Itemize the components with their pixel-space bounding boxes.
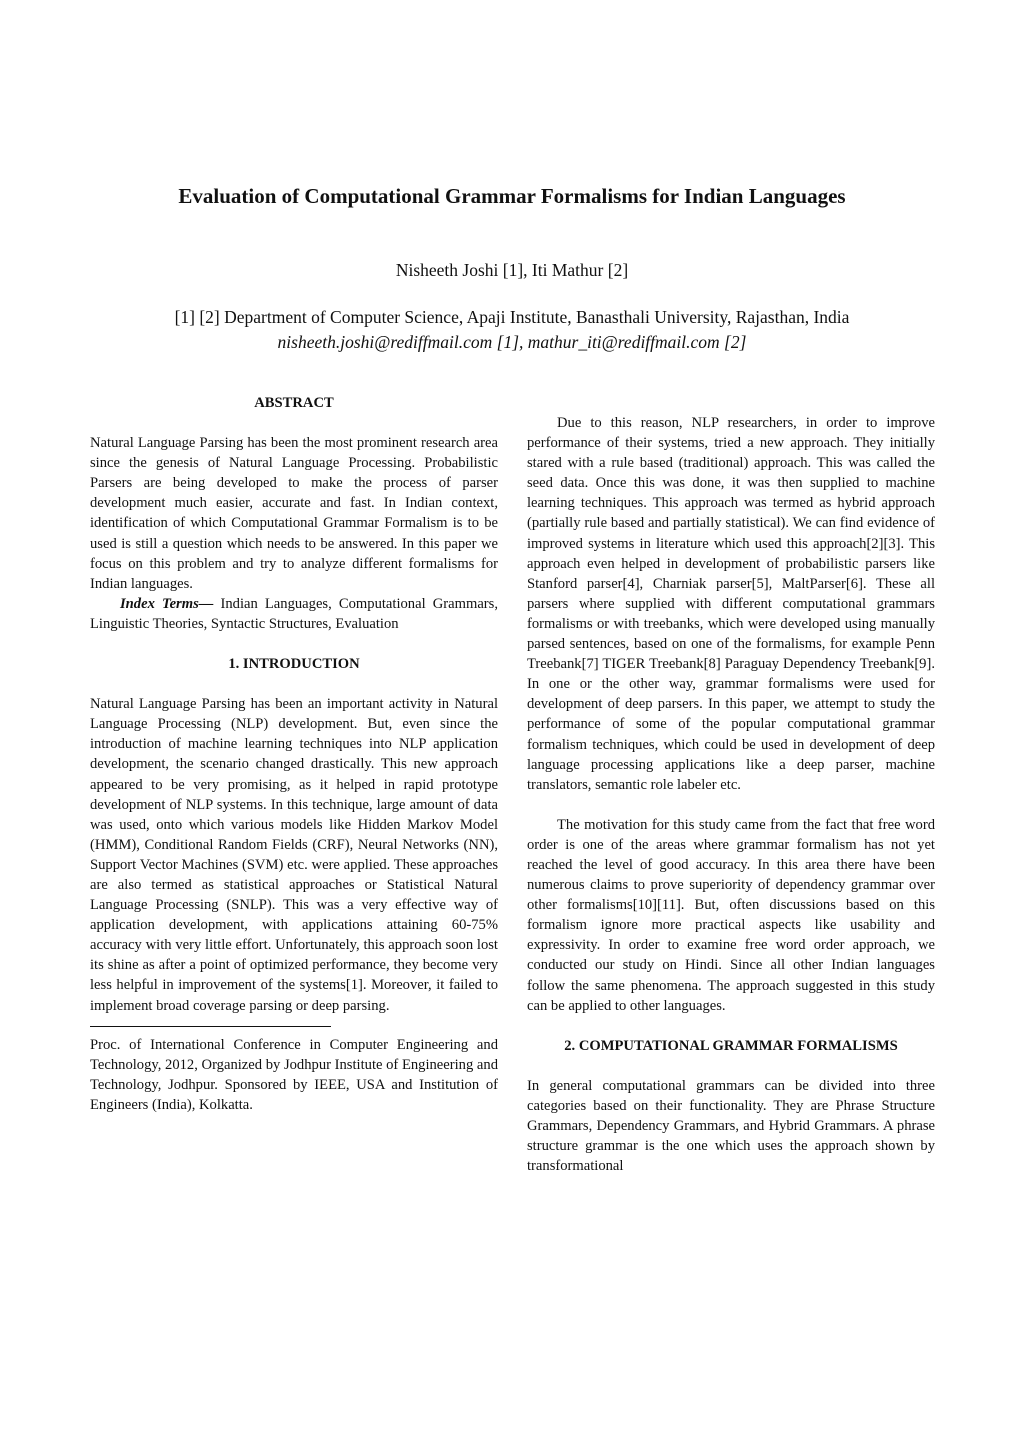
- affiliation: [1] [2] Department of Computer Science, Apaji Institute, Banasthali University, Rajasthan, India: [174, 307, 850, 327]
- index-terms-list: Indian Languages, Computational Grammars, Linguistic Theories, Syntactic Structures, Evaluation: [90, 595, 498, 632]
- author-list: Nisheeth Joshi [1], Iti Mathur [2]: [395, 260, 629, 280]
- abstract-heading: ABSTRACT: [254, 395, 334, 411]
- introduction-paragraph-1: Natural Language Parsing has been an important activity in Natural Language Processing (NLP) development. But, even since the introduction of machine learning techniques into NLP application development, the scenario changed drastically. This new approach appeared to be very promising, as it helped in rapid prototype development of NLP systems. In this technique, large amount of data was used, onto which various models like Hidden Markov Model (HMM), Conditional Random Fields (CRF), Neural Networks (NN), Support Vector Machines (SVM) etc. were applied. These approaches are also termed as statistical approaches or Statistical Natural Language Processing (SNLP). This was a very effective way of application development, with applications attaining 60-75% accuracy with very little effort. Unfortunately, this approach soon lost its shine as after a point of optimized performance, they become very less helpful in improvement of the systems[1]. Moreover, it failed to implement broad coverage parsing or deep parsing.: [90, 696, 498, 1014]
- right-column: [527, 413, 935, 1176]
- footnote-divider: [90, 1026, 331, 1027]
- section-2-heading: 2. COMPUTATIONAL GRAMMAR FORMALISMS: [564, 1037, 898, 1054]
- introduction-paragraph-3: The motivation for this study came from the fact that free word order is one of the areas where grammar formalism has not yet reached the level of good accuracy. In this area there have been numerous claims to prove superiority of dependency grammar over other formalisms[10][11]. But, often discussions based on this formalism ignore more practical aspects like usability and expressivity. In order to examine free word order approach, we conducted our study on Hindi. Since all other Indian languages follow the same phenomena. The approach suggested in this study can be applied to other languages.: [527, 816, 935, 1014]
- introduction-heading: 1. INTRODUCTION: [228, 656, 360, 673]
- author-emails: nisheeth.joshi@rediffmail.com [1], mathur_iti@rediffmail.com [2]: [277, 332, 747, 352]
- index-terms: [90, 594, 498, 634]
- left-column: [90, 393, 498, 1115]
- index-terms-label: Index Terms—: [120, 595, 214, 612]
- paper-title: Evaluation of Computational Grammar Formalisms for Indian Languages: [178, 184, 846, 208]
- section-2-paragraph-1: In general computational grammars can be divided into three categories based on their functionality. They are Phrase Structure Grammars, Dependency Grammars, and Hybrid Grammars. A phrase structure grammar is the one which uses the approach shown by transformational: [527, 1077, 935, 1175]
- introduction-paragraph-2: Due to this reason, NLP researchers, in order to improve performance of their systems, tried a new approach. They initially stared with a rule based (traditional) approach. This was called the seed data. Once this was done, it was then supplied to machine learning techniques. This approach was termed as hybrid approach (partially rule based and partially statistical). We can find evidence of improved systems in literature which used this approach[2][3]. This approach even helped in development of probabilistic parsers like Stanford parser[4], Charniak parser[5], MaltParser[6]. These all parsers where supplied with different computational grammars formalisms or with treebanks, which were developed using manually parsed sentences, based on one of the formalisms, for example Penn Treebank[7] TIGER Treebank[8] Paraguay Dependency Treebank[9]. In one or the other way, grammar formalisms were used for development of deep parsers. In this paper, we attempt to study the performance of some of the popular computational grammar formalism techniques, which could be used in development of deep language processing applications like a deep parser, machine translators, semantic role labeler etc.: [527, 415, 935, 793]
- abstract-text: Natural Language Parsing has been the most prominent research area since the genesis of Natural Language Processing. Probabilistic Parsers are being developed to make the process of parser development much easier, accurate and fast. In Indian context, identification of which Computational Grammar Formalism is to be used is still a question which needs to be answered. In this paper we focus on this problem and try to analyze different formalisms for Indian languages.: [90, 435, 498, 592]
- footnote-text: Proc. of International Conference in Computer Engineering and Technology, 2012, Organized by Jodhpur Institute of Engineering and Technology, Jodhpur. Sponsored by IEEE, USA and Institution of Engineers (India), Kolkatta.: [90, 1036, 498, 1113]
